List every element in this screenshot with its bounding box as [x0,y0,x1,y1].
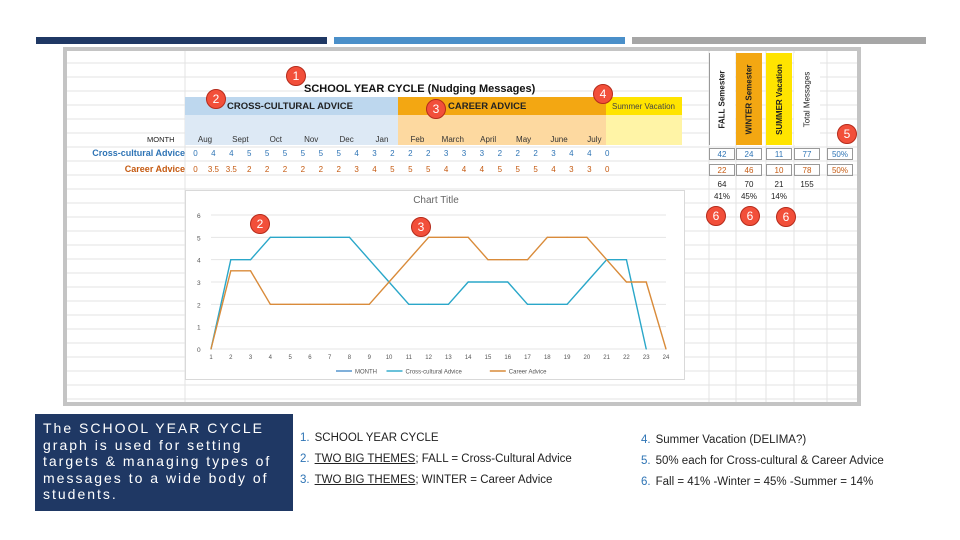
chart-title: Chart Title [413,195,459,206]
top-accent-bar-gray [632,37,926,44]
legend-label: Career Advice [508,369,547,376]
x-tick-label: 24 [662,355,670,361]
data-point [428,304,429,305]
row-label-cross-cultural: Cross-cultural Advice [92,148,185,158]
x-tick-label: 3 [248,355,253,361]
cross-cultural-cell: 4 [587,149,592,158]
cross-cultural-cell: 3 [461,149,467,158]
data-point [547,304,548,305]
x-tick-label: 7 [328,355,332,361]
data-point [349,237,350,238]
total-sum-cell: 64 [717,180,727,189]
month-header: Oct [269,135,283,144]
data-point [329,237,330,238]
x-tick-label: 23 [642,355,650,361]
total-cross-cultural-cell: 77 [794,148,820,160]
data-point [566,304,567,305]
cross-cultural-cell: 5 [300,149,306,158]
career-cell: 4 [479,165,485,174]
data-point [448,304,449,305]
band-summer [606,97,682,115]
data-point [487,281,488,282]
legend-label: Cross-cultural Advice [405,369,462,376]
data-point [408,259,409,260]
career-cell: 5 [515,165,520,174]
series-line-1 [211,237,646,349]
callout-badge: 2 [250,214,270,234]
career-cell: 5 [497,165,503,174]
career-cell: 4 [443,165,449,174]
total-career-cell: 22 [709,164,735,176]
data-point [586,237,587,238]
career-cell: 5 [425,165,431,174]
total-career-cell: 78 [794,164,820,176]
list-text: SCHOOL YEAR CYCLE [314,432,439,444]
cross-cultural-cell: 4 [211,149,216,158]
list-number: 6. [641,476,651,488]
x-tick-label: 10 [385,355,393,361]
header-winter-semester [736,53,762,145]
header-fall-semester [709,53,735,145]
data-point [626,259,627,260]
cross-cultural-cell: 0 [604,149,610,158]
list-number: 2. [300,453,310,465]
series-line-2 [211,237,666,349]
cross-cultural-cell: 5 [282,149,288,158]
cross-cultural-cell: 4 [229,149,234,158]
callout-badge: 6 [776,207,796,227]
data-point [527,304,528,305]
band-cross-cultural-label: CROSS-CULTURAL ADVICE [227,100,353,112]
data-point [606,259,607,260]
y-tick-label: 4 [197,257,201,265]
data-point [369,304,370,305]
data-point [507,259,508,260]
data-point [547,237,548,238]
month-header: Feb [410,135,425,144]
data-point [210,348,211,349]
callout-badge: 1 [286,66,306,86]
data-point [507,281,508,282]
x-tick-label: 11 [405,355,412,361]
data-point [586,281,587,282]
x-tick-label: 1 [209,355,213,361]
career-cell: 2 [318,165,324,174]
list-item [300,432,572,444]
month-header: July [587,135,602,144]
x-tick-label: 22 [623,355,630,361]
list-number: 4. [641,434,651,446]
list-item [300,474,572,486]
data-point [566,237,567,238]
list-number: 3. [300,474,310,486]
list-number: 5. [641,455,651,467]
data-point [250,259,251,260]
x-tick-label: 4 [268,355,273,361]
x-tick-label: 16 [504,355,512,361]
data-point [349,304,350,305]
month-header: Sept [232,135,249,144]
month-header: Aug [197,135,213,144]
career-cell: 3 [354,165,359,174]
legend-label: MONTH [355,369,377,376]
list-text: Fall = 41% -Winter = 45% -Summer = 14% [655,476,874,488]
x-tick-label: 5 [288,355,292,361]
x-tick-label: 8 [347,355,352,361]
list-left [300,432,572,495]
career-cell: 0 [604,165,610,174]
total-career-cell: 10 [766,164,792,176]
data-point [468,281,469,282]
career-cell: 2 [336,165,341,174]
cross-cultural-cell: 3 [551,149,556,158]
callout-badge: 3 [411,217,431,237]
y-tick-label: 3 [197,280,201,287]
cross-cultural-cell: 2 [515,149,520,158]
month-header: Jan [375,135,389,144]
list-text: ; FALL = Cross-Cultural Advice [415,453,572,465]
callout-badge: 6 [740,206,760,226]
header-total-messages [794,53,820,145]
total-percent-cell: 45% [740,192,757,201]
data-point [369,259,370,260]
data-point [487,259,488,260]
total-cross-cultural-cell: 11 [766,148,792,160]
x-tick-label: 9 [367,355,371,361]
career-cell: 4 [461,165,467,174]
header-summer-label: SUMMER Vacation [774,63,784,135]
data-point [250,270,251,271]
data-point [230,259,231,260]
career-cell: 4 [551,165,556,174]
cross-cultural-cell: 2 [533,149,538,158]
cross-cultural-cell: 3 [372,149,377,158]
x-tick-label: 2 [229,355,233,361]
cross-cultural-cell: 0 [193,149,198,158]
band-summer-label: Summer Vacation [612,101,675,111]
y-tick-label: 1 [197,324,201,332]
header-fall-label: FALL Semester [718,69,728,129]
x-tick-label: 6 [308,355,312,361]
list-text: 50% each for Cross-cultural & Career Advice [655,455,884,467]
cross-cultural-cell: 5 [336,149,341,158]
y-tick-label: 6 [197,213,201,220]
list-item [300,453,572,465]
callout-badge: 4 [593,84,613,104]
career-cell: 5 [408,165,413,174]
data-point [290,237,291,238]
cross-cultural-cell: 5 [246,149,252,158]
list-text: Summer Vacation (DELIMA?) [655,434,807,446]
list-emphasis: TWO BIG THEMES [314,474,416,486]
data-point [388,281,389,282]
band-career-label: CAREER ADVICE [448,100,527,112]
cross-cultural-cell: 5 [264,149,270,158]
callout-badge: 3 [426,99,446,119]
career-cell: 0 [193,165,198,174]
cross-cultural-cell: 3 [443,149,449,158]
data-point [646,348,647,349]
header-winter-label: WINTER Semester [744,64,754,134]
x-tick-label: 20 [583,355,591,361]
header-total-label: Total Messages [802,71,812,127]
total-career-cell: 46 [736,164,762,176]
data-point [646,281,647,282]
top-accent-bar-blue [334,37,625,44]
month-row-label: MONTH [147,135,175,144]
data-point [626,281,627,282]
total-sum-cell: 21 [774,180,784,189]
career-cell: 5 [533,165,538,174]
career-cell: 2 [246,165,252,174]
total-cross-cultural-cell: 42 [709,148,735,160]
x-tick-label: 12 [425,355,432,361]
total-sum-cell: 70 [744,180,754,189]
y-tick-label: 5 [197,235,201,243]
career-cell: 2 [282,165,288,174]
top-accent-bar-dark [36,37,327,44]
data-point [428,237,429,238]
row-label-career: Career Advice [124,164,185,174]
y-tick-label: 2 [197,302,201,310]
total-career-cell: 50% [827,164,853,176]
data-point [270,304,271,305]
list-number: 1. [300,432,310,444]
total-sum-cell: 155 [800,180,814,189]
cross-cultural-cell: 3 [479,149,485,158]
career-cell: 3.5 [225,165,237,174]
y-tick-label: 0 [197,347,201,354]
x-tick-label: 14 [464,355,472,361]
list-item [641,455,884,467]
total-percent-cell: 14% [770,192,787,201]
list-right [641,434,884,497]
total-cross-cultural-cell: 50% [827,148,853,160]
total-cross-cultural-cell: 24 [736,148,762,160]
data-point [448,237,449,238]
total-percent-cell: 41% [713,192,730,201]
data-point [309,304,310,305]
career-cell: 3 [569,165,574,174]
x-tick-label: 15 [484,355,492,361]
month-header: April [480,135,497,144]
career-cell: 4 [372,165,377,174]
career-cell: 3 [587,165,592,174]
month-header: June [550,135,568,144]
header-summer-vacation [766,53,792,145]
month-header: May [516,135,532,144]
band-summer-fill [606,115,682,145]
list-emphasis: TWO BIG THEMES [314,453,416,465]
callout-badge: 6 [706,206,726,226]
cross-cultural-cell: 2 [390,149,395,158]
x-tick-label: 17 [524,355,531,361]
data-point [468,237,469,238]
list-item [641,434,884,446]
month-header: Nov [304,135,319,144]
data-point [230,270,231,271]
month-header: Dec [339,135,354,144]
list-item [641,476,884,488]
slide-note: The SCHOOL YEAR CYCLE graph is used for setting targets & managing types of messages to a wide body of students. [35,414,293,511]
sheet-title: SCHOOL YEAR CYCLE (Nudging Messages) [304,83,536,95]
data-point [665,348,666,349]
data-point [527,259,528,260]
career-cell: 5 [390,165,395,174]
cross-cultural-cell: 2 [408,149,413,158]
x-tick-label: 13 [445,355,452,361]
cross-cultural-cell: 2 [497,149,503,158]
career-cell: 2 [300,165,306,174]
cross-cultural-cell: 4 [569,149,574,158]
callout-badge: 2 [206,89,226,109]
spreadsheet-screenshot [67,51,857,402]
data-point [408,304,409,305]
data-point [270,237,271,238]
x-tick-label: 18 [543,355,551,361]
data-point [329,304,330,305]
month-header: March [441,135,464,144]
career-cell: 2 [264,165,270,174]
list-text: ; WINTER = Career Advice [415,474,553,486]
x-tick-label: 19 [563,355,571,361]
x-tick-label: 21 [603,355,610,361]
cross-cultural-cell: 5 [318,149,324,158]
data-point [309,237,310,238]
data-point [290,304,291,305]
career-cell: 3.5 [207,165,219,174]
cross-cultural-cell: 4 [354,149,359,158]
callout-badge: 5 [837,124,857,144]
cross-cultural-cell: 2 [425,149,431,158]
